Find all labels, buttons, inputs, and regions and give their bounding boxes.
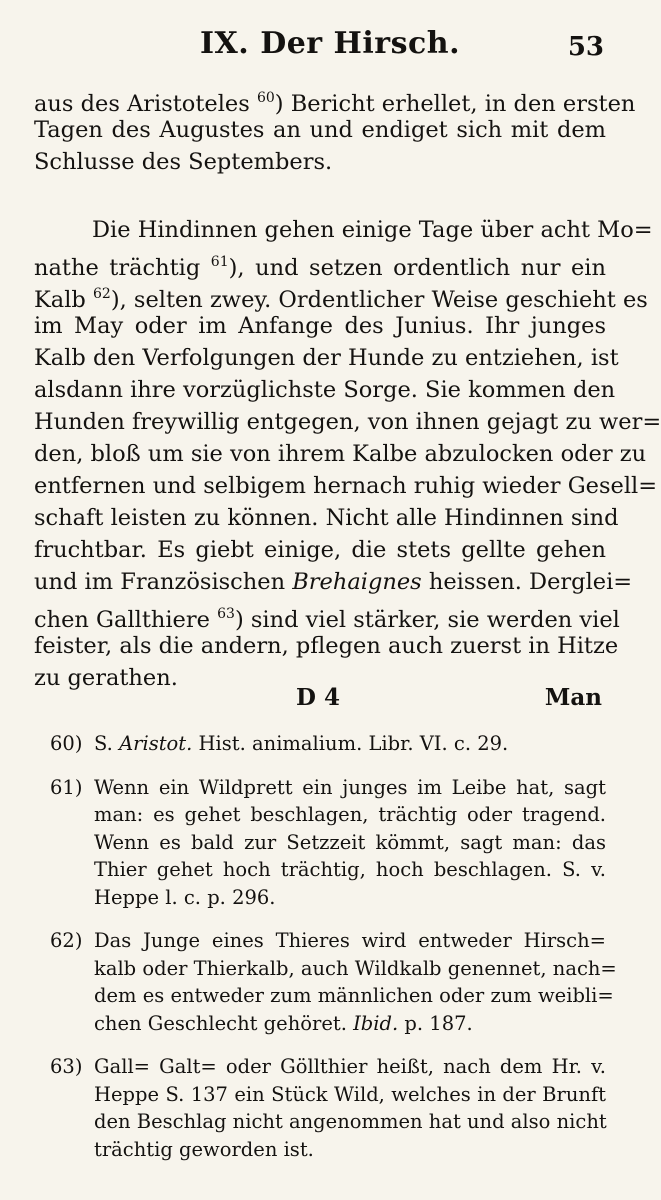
footnote-line: Wenn ein Wildprett ein junges im Leibe hat, sagt	[94, 775, 606, 799]
footnote-line: chen Geschlecht gehöret. Ibid. p. 187.	[94, 1011, 473, 1035]
footnote-60	[50, 730, 606, 758]
footnote-line: Heppe S. 137 ein Stück Wild, welches in der Brunft	[94, 1082, 606, 1106]
text-line: im May oder im Anfange des Junius. Ihr junges	[34, 313, 606, 339]
footnote-number: 61)	[50, 775, 83, 799]
text-line: alsdann ihre vorzüglichste Sorge. Sie kommen den	[34, 377, 616, 403]
text-line: schaft leisten zu können. Nicht alle Hindinnen sind	[34, 505, 619, 531]
text-line: und im Französischen Brehaignes heissen. Derglei=	[34, 569, 633, 595]
text-line: chen Gallthiere $^{63}$) sind viel stärker, sie werden viel	[34, 606, 620, 633]
text-line: entfernen und selbigem hernach ruhig wieder Gesell=	[34, 473, 658, 499]
text-line: Kalb $^{62}$), selten zwey. Ordentlicher Weise geschieht es	[34, 286, 648, 313]
signature-mark: D 4	[296, 684, 340, 711]
footnote-line: kalb oder Thierkalb, auch Wildkalb genennet, nach=	[94, 956, 617, 980]
text-line: den, bloß um sie von ihrem Kalbe abzulocken oder zu	[34, 441, 647, 467]
page-header	[0, 22, 632, 72]
text-line: Hunden freywillig entgegen, von ihnen gejagt zu wer=	[34, 409, 661, 435]
footnote-line: Thier gehet hoch trächtig, hoch beschlagen. S. v.	[94, 858, 606, 881]
footnote-number: 63)	[50, 1055, 83, 1078]
footnote-line: den Beschlag nicht angenommen hat und also nicht	[94, 1110, 607, 1133]
footnotes	[50, 730, 617, 1179]
page-number: 53	[567, 32, 604, 62]
footnote-63	[50, 1053, 606, 1163]
text-line: feister, als die andern, pflegen auch zuerst in Hitze	[34, 633, 619, 659]
footnote-line: Das Junge eines Thieres wird entweder Hirsch=	[94, 929, 606, 952]
catchline	[0, 684, 632, 716]
text-line: zu gerathen.	[34, 665, 178, 691]
footnote-line: trächtig geworden ist.	[94, 1137, 314, 1161]
body-text	[34, 82, 661, 694]
footnote-line: man: es gehet beschlagen, trächtig oder tragend.	[94, 803, 606, 826]
footnote-61	[50, 774, 606, 912]
text-line: fruchtbar. Es giebt einige, die stets gellte gehen	[34, 537, 606, 563]
footnote-number: 62)	[50, 929, 83, 952]
footnote-line: Gall= Galt= oder Göllthier heißt, nach dem Hr. v.	[94, 1055, 606, 1078]
text-line: aus des Aristoteles $^{60}$) Bericht erhellet, in den ersten	[34, 90, 636, 117]
text-line: nathe trächtig $^{61}$), und setzen ordentlich nur ein	[34, 254, 606, 281]
footnote-62	[50, 927, 617, 1037]
running-title: IX. Der Hirsch.	[200, 26, 461, 61]
text-line: Schlusse des Septembers.	[34, 149, 333, 175]
footnote-line: Heppe l. c. p. 296.	[94, 885, 276, 909]
catchword: Man	[544, 684, 602, 711]
text-line: Kalb den Verfolgungen der Hunde zu entziehen, ist	[34, 345, 619, 371]
text-line: Die Hindinnen gehen einige Tage über acht Mo=	[92, 217, 653, 243]
footnote-line: Wenn es bald zur Setzzeit kömmt, sagt man: das	[94, 830, 606, 854]
footnote-line: dem es entweder zum männlichen oder zum weibli=	[94, 984, 614, 1007]
footnote-line: S. Aristot. Hist. animalium. Libr. VI. c. 29.	[94, 732, 509, 755]
text-line: Tagen des Augustes an und endiget sich mit dem	[34, 117, 606, 143]
footnote-number: 60)	[50, 732, 83, 755]
